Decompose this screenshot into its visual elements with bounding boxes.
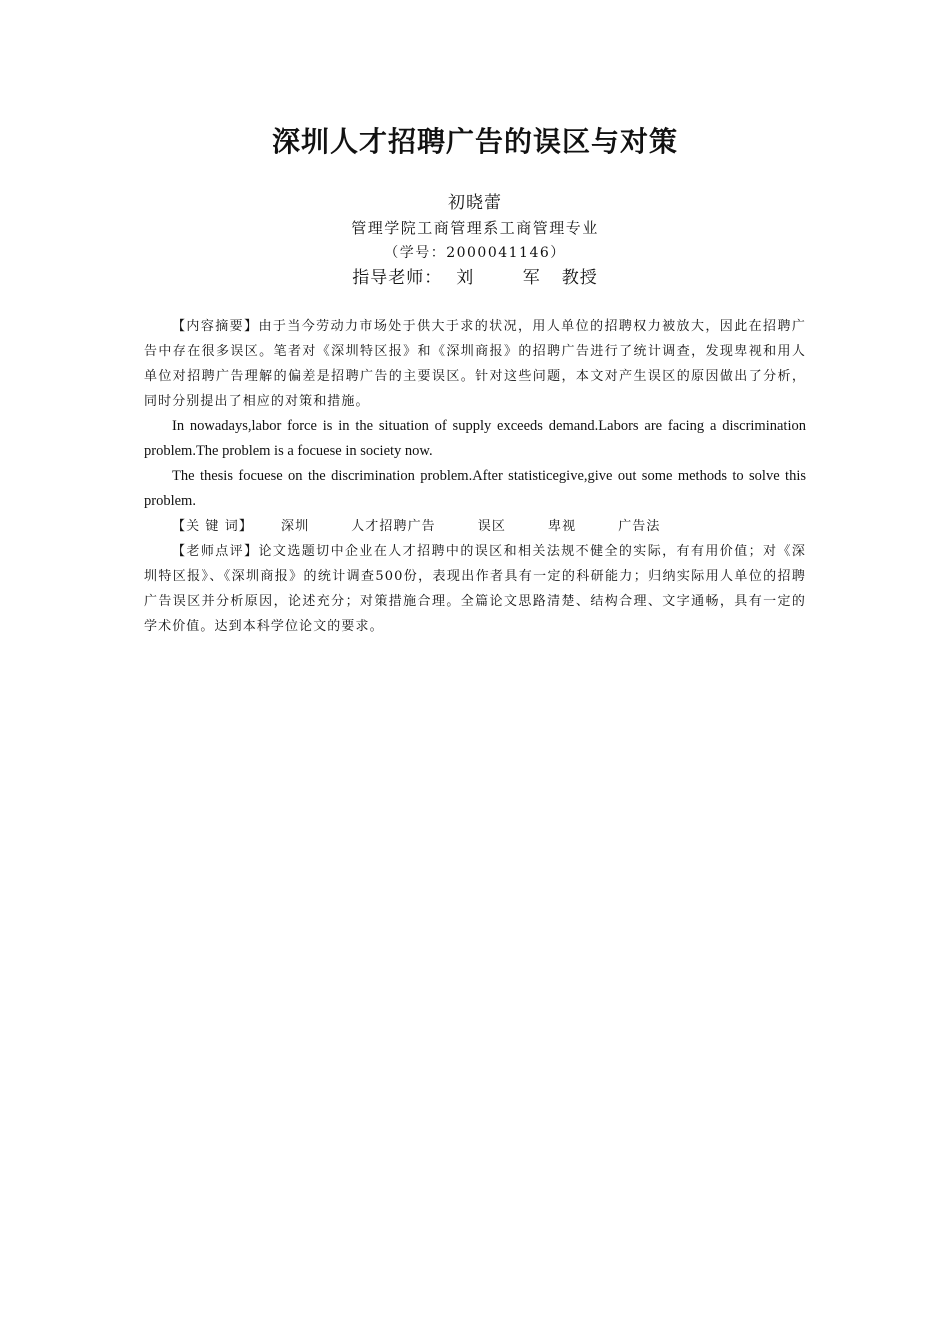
- abstract-label: 【内容摘要】: [172, 319, 259, 334]
- keyword: 深圳: [280, 519, 310, 534]
- advisor-name: 刘 军: [456, 268, 562, 288]
- keyword: 误区: [477, 519, 506, 534]
- advisor-label: 指导老师：: [352, 268, 443, 288]
- keywords-paragraph: [144, 514, 806, 539]
- abstract-paragraph: [144, 314, 806, 414]
- keywords-label: 【关 键 词】: [172, 519, 253, 534]
- review-text: 论文选题切中企业在人才招聘中的误区和相关法规不健全的实际，有有用价值；对《深圳特区报》、《深圳商报》的统计调查500份，表现出作者具有一定的科研能力；归纳实际用人单位的招聘广告误区并分析原因，论述充分；对策措施合理。全篇论文思路清楚、结构合理、文字通畅，具有一定的学术价值。达到本科学位论文的要求。: [144, 544, 806, 634]
- english-abstract-paragraph-1: In nowadays,labor force is in the situation of supply exceeds demand.Labors are facing a discrimination problem.The problem is a focuese in society now.: [144, 418, 806, 459]
- keyword: 卑视: [547, 519, 577, 534]
- advisor-line: [0, 265, 950, 291]
- review-paragraph: [144, 539, 806, 639]
- review-label: 【老师点评】: [172, 544, 259, 559]
- keyword: 广告法: [618, 519, 661, 534]
- author-name: 初晓蕾: [448, 193, 502, 213]
- keyword: 人才招聘广告: [351, 519, 436, 534]
- department: 管理学院工商管理系工商管理专业: [351, 219, 599, 237]
- paper-title: 深圳人才招聘广告的误区与对策: [271, 125, 678, 158]
- abstract-section: [144, 314, 806, 639]
- english-abstract-paragraph-2: The thesis focuese on the discrimination problem.After statisticegive,give out some methods to solve this problem.: [144, 468, 806, 509]
- student-id: （学号：2000041146）: [384, 245, 566, 261]
- advisor-rank: 教授: [561, 268, 598, 288]
- abstract-text: 由于当今劳动力市场处于供大于求的状况，用人单位的招聘权力被放大，因此在招聘广告中存在很多误区。笔者对《深圳特区报》和《深圳商报》的招聘广告进行了统计调查，发现卑视和用人单位对招聘广告理解的偏差是招聘广告的主要误区。针对这些问题，本文对产生误区的原因做出了分析，同时分别提出了相应的对策和措施。: [144, 319, 806, 409]
